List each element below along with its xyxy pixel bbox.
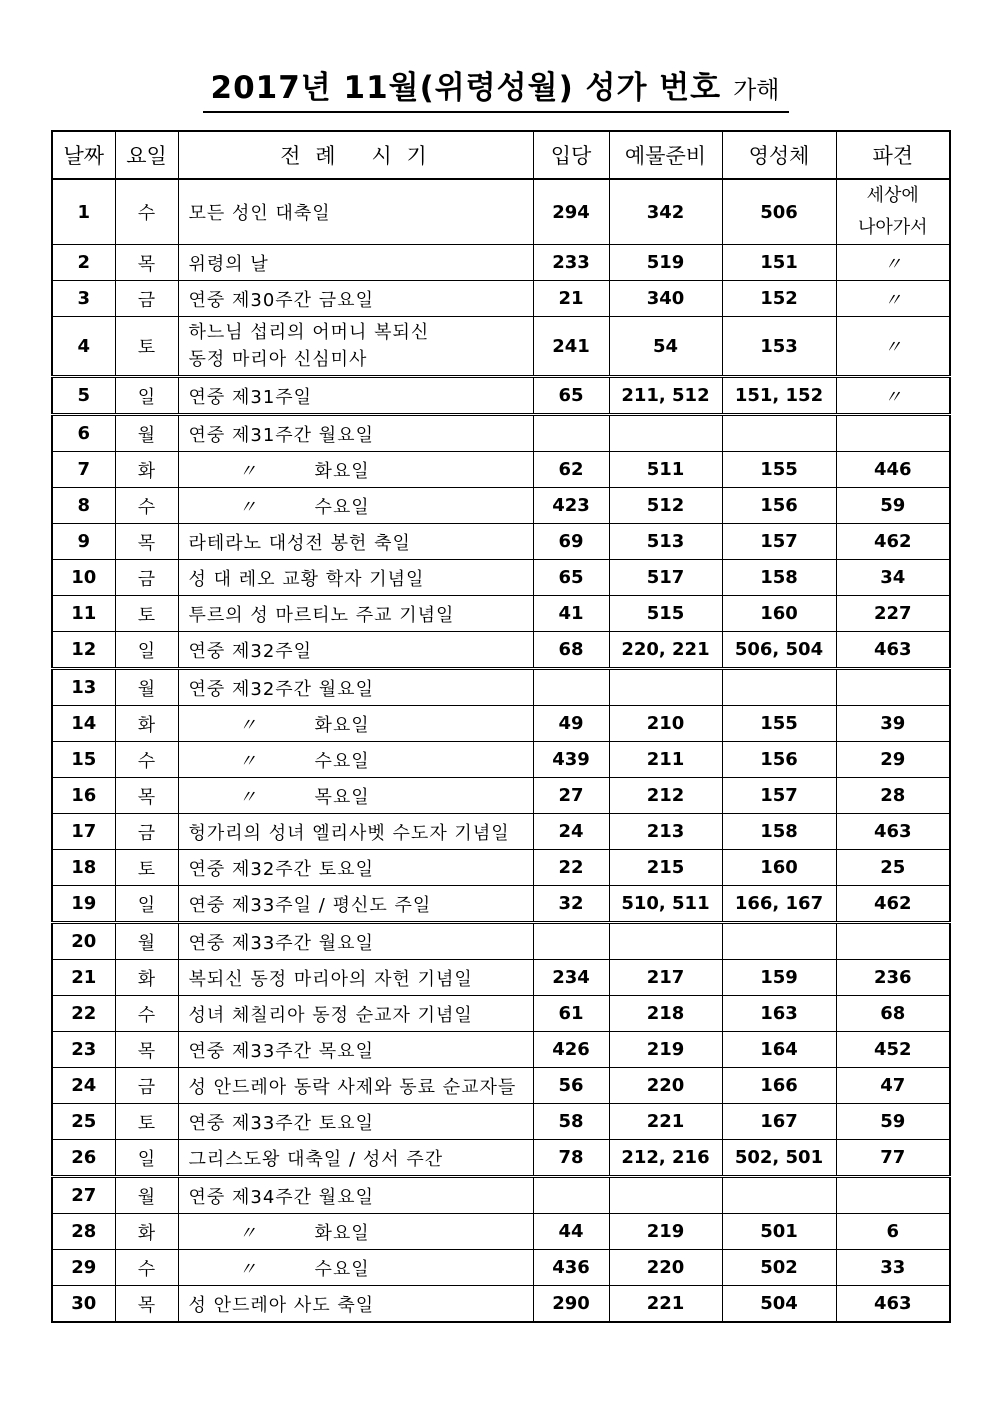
cell-offertory: 211 [609,742,722,778]
table-row [52,850,950,886]
cell-date: 4 [52,317,115,377]
cell-communion: 506 [722,179,836,245]
table-row [52,488,950,524]
cell-liturgy: 그리스도왕 대축일 / 성서 주간 [178,1140,533,1177]
cell-communion: 157 [722,778,836,814]
cell-day: 토 [115,850,178,886]
cell-entrance: 65 [533,377,609,415]
cell-entrance: 65 [533,560,609,596]
cell-date: 27 [52,1177,115,1214]
cell-entrance [533,923,609,960]
cell-communion: 167 [722,1104,836,1140]
cell-sending: 446 [836,452,950,488]
cell-liturgy: 연중 제33주일 / 평신도 주일 [178,886,533,923]
cell-date: 15 [52,742,115,778]
cell-offertory: 511 [609,452,722,488]
table-row [52,996,950,1032]
cell-communion: 159 [722,960,836,996]
cell-communion: 166, 167 [722,886,836,923]
table-row [52,1140,950,1177]
header-liturgy: 전 례 시 기 [178,131,533,179]
cell-liturgy: 성 안드레아 동락 사제와 동료 순교자들 [178,1068,533,1104]
title-container [0,62,992,113]
cell-entrance: 69 [533,524,609,560]
cell-date: 7 [52,452,115,488]
liturgy-line: 하느님 섭리의 어머니 복되신 [188,322,430,343]
cell-day: 화 [115,1214,178,1250]
cell-sending: 463 [836,814,950,850]
table-body [52,179,950,1322]
cell-liturgy: 연중 제32주간 월요일 [178,669,533,706]
cell-day: 월 [115,415,178,452]
cell-liturgy: 연중 제32주간 토요일 [178,850,533,886]
cell-communion: 502, 501 [722,1140,836,1177]
cell-sending: 452 [836,1032,950,1068]
cell-entrance: 21 [533,281,609,317]
table-row [52,560,950,596]
liturgy-line: 동정 마리아 신심미사 [188,349,368,370]
cell-offertory: 221 [609,1104,722,1140]
cell-offertory: 217 [609,960,722,996]
cell-communion: 151, 152 [722,377,836,415]
cell-sending: 47 [836,1068,950,1104]
table-row [52,524,950,560]
cell-sending [836,179,950,245]
cell-communion: 155 [722,452,836,488]
cell-offertory: 220 [609,1250,722,1286]
cell-liturgy: 연중 제33주간 토요일 [178,1104,533,1140]
liturgy-sub-label: 화요일 [314,460,370,482]
table-row [52,669,950,706]
cell-sending: 28 [836,778,950,814]
cell-entrance: 78 [533,1140,609,1177]
cell-offertory [609,669,722,706]
cell-entrance: 61 [533,996,609,1032]
cell-sending: 68 [836,996,950,1032]
liturgy-ditto-mark: 〃 [238,714,258,736]
cell-sending: 59 [836,1104,950,1140]
cell-offertory [609,415,722,452]
cell-day: 목 [115,1032,178,1068]
cell-sending: 227 [836,596,950,632]
cell-day: 수 [115,996,178,1032]
cell-sending: 236 [836,960,950,996]
cell-day: 일 [115,632,178,669]
table-row [52,706,950,742]
cell-liturgy: 성녀 체칠리아 동정 순교자 기념일 [178,996,533,1032]
cell-liturgy [178,317,533,377]
liturgy-ditto-mark: 〃 [238,1222,258,1244]
cell-offertory [609,1177,722,1214]
cell-date: 24 [52,1068,115,1104]
cell-date: 14 [52,706,115,742]
cell-sending: 59 [836,488,950,524]
cell-entrance: 22 [533,850,609,886]
cell-communion: 163 [722,996,836,1032]
cell-communion: 151 [722,245,836,281]
cell-date: 21 [52,960,115,996]
cell-day: 월 [115,1177,178,1214]
cell-offertory: 219 [609,1214,722,1250]
cell-communion: 152 [722,281,836,317]
cell-liturgy: 모든 성인 대축일 [178,179,533,245]
cell-date: 5 [52,377,115,415]
cell-communion: 160 [722,596,836,632]
table-row [52,377,950,415]
cell-offertory: 519 [609,245,722,281]
cell-communion: 156 [722,742,836,778]
cell-entrance: 32 [533,886,609,923]
cell-offertory [609,923,722,960]
table-row [52,923,950,960]
cell-sending: 77 [836,1140,950,1177]
cell-liturgy: 연중 제31주일 [178,377,533,415]
header-day: 요일 [115,131,178,179]
cell-offertory: 211, 512 [609,377,722,415]
cell-communion: 158 [722,560,836,596]
cell-communion: 166 [722,1068,836,1104]
cell-day: 목 [115,245,178,281]
cell-sending [836,415,950,452]
cell-offertory: 513 [609,524,722,560]
cell-day: 토 [115,1104,178,1140]
cell-liturgy: 위령의 날 [178,245,533,281]
cell-communion: 155 [722,706,836,742]
cell-liturgy [178,1250,533,1286]
hymn-schedule-table [51,130,951,1323]
table-row [52,1068,950,1104]
cell-day: 금 [115,814,178,850]
table-row [52,1032,950,1068]
cell-day: 수 [115,488,178,524]
cell-liturgy: 연중 제34주간 월요일 [178,1177,533,1214]
table-row [52,317,950,377]
cell-sending [836,1177,950,1214]
table-row [52,1214,950,1250]
cell-entrance: 294 [533,179,609,245]
cell-offertory: 215 [609,850,722,886]
cell-liturgy: 라테라노 대성전 봉헌 축일 [178,524,533,560]
cell-communion: 158 [722,814,836,850]
liturgy-sub-label: 수요일 [314,496,370,518]
cell-offertory: 512 [609,488,722,524]
cell-communion: 502 [722,1250,836,1286]
table-row [52,814,950,850]
cell-entrance [533,1177,609,1214]
cell-entrance: 290 [533,1286,609,1323]
cell-liturgy [178,1214,533,1250]
cell-day: 일 [115,1140,178,1177]
cell-date: 19 [52,886,115,923]
table-row [52,245,950,281]
cell-liturgy: 연중 제32주일 [178,632,533,669]
cell-day: 금 [115,281,178,317]
cell-communion [722,669,836,706]
cell-liturgy: 헝가리의 성녀 엘리사벳 수도자 기념일 [178,814,533,850]
cell-offertory: 221 [609,1286,722,1323]
cell-sending: 33 [836,1250,950,1286]
cell-day: 목 [115,524,178,560]
cell-communion: 504 [722,1286,836,1323]
cell-offertory: 213 [609,814,722,850]
cell-entrance: 241 [533,317,609,377]
cell-communion: 153 [722,317,836,377]
table-row [52,596,950,632]
cell-date: 6 [52,415,115,452]
cell-date: 2 [52,245,115,281]
cell-sending [836,669,950,706]
cell-date: 17 [52,814,115,850]
header-entrance: 입당 [533,131,609,179]
cell-sending: 462 [836,524,950,560]
cell-day: 수 [115,1250,178,1286]
cell-date: 1 [52,179,115,245]
cell-communion: 156 [722,488,836,524]
table-row [52,415,950,452]
cell-date: 30 [52,1286,115,1323]
table-row [52,179,950,245]
cell-sending: 〃 [836,245,950,281]
cell-offertory: 515 [609,596,722,632]
cell-date: 25 [52,1104,115,1140]
header-date: 날짜 [52,131,115,179]
cell-entrance: 58 [533,1104,609,1140]
cell-entrance: 62 [533,452,609,488]
cell-liturgy: 복되신 동정 마리아의 자헌 기념일 [178,960,533,996]
cell-day: 수 [115,742,178,778]
cell-date: 9 [52,524,115,560]
liturgy-sub-label: 수요일 [314,750,370,772]
liturgy-ditto-mark: 〃 [238,786,258,808]
cell-offertory: 218 [609,996,722,1032]
cell-communion: 157 [722,524,836,560]
cell-sending: 25 [836,850,950,886]
table-row [52,1104,950,1140]
cell-entrance: 68 [533,632,609,669]
table-row [52,742,950,778]
cell-day: 목 [115,1286,178,1323]
cell-date: 23 [52,1032,115,1068]
cell-day: 화 [115,960,178,996]
title-main: 2017년 11월(위령성월) 성가 번호 [210,70,722,106]
cell-entrance: 233 [533,245,609,281]
cell-sending: 6 [836,1214,950,1250]
cell-day: 일 [115,377,178,415]
cell-communion: 506, 504 [722,632,836,669]
cell-communion: 164 [722,1032,836,1068]
cell-date: 11 [52,596,115,632]
cell-offertory: 212, 216 [609,1140,722,1177]
cell-entrance [533,415,609,452]
page-title [203,62,790,113]
header-communion: 영성체 [722,131,836,179]
cell-liturgy: 연중 제30주간 금요일 [178,281,533,317]
cell-day: 토 [115,317,178,377]
cell-entrance [533,669,609,706]
cell-date: 8 [52,488,115,524]
header-row [52,131,950,179]
table-row [52,778,950,814]
cell-offertory: 510, 511 [609,886,722,923]
cell-liturgy [178,706,533,742]
cell-date: 18 [52,850,115,886]
cell-sending: 462 [836,886,950,923]
cell-date: 16 [52,778,115,814]
cell-entrance: 56 [533,1068,609,1104]
liturgy-sub-label: 목요일 [314,786,370,808]
cell-sending: 463 [836,1286,950,1323]
table-row [52,886,950,923]
cell-offertory: 342 [609,179,722,245]
cell-entrance: 24 [533,814,609,850]
cell-day: 금 [115,560,178,596]
cell-offertory: 54 [609,317,722,377]
cell-offertory: 220, 221 [609,632,722,669]
liturgy-sub-label: 화요일 [314,1222,370,1244]
cell-liturgy [178,488,533,524]
cell-day: 토 [115,596,178,632]
cell-entrance: 49 [533,706,609,742]
table-row [52,632,950,669]
cell-liturgy [178,778,533,814]
cell-entrance: 439 [533,742,609,778]
table-row [52,1177,950,1214]
cell-entrance: 426 [533,1032,609,1068]
cell-day: 월 [115,669,178,706]
cell-offertory: 220 [609,1068,722,1104]
table-row [52,1286,950,1323]
cell-day: 일 [115,886,178,923]
cell-sending: 463 [836,632,950,669]
cell-communion [722,1177,836,1214]
cell-sending: 〃 [836,317,950,377]
header-sending: 파견 [836,131,950,179]
cell-offertory: 340 [609,281,722,317]
cell-date: 12 [52,632,115,669]
cell-sending: 29 [836,742,950,778]
cell-day: 금 [115,1068,178,1104]
cell-sending [836,923,950,960]
cell-entrance: 27 [533,778,609,814]
liturgy-ditto-mark: 〃 [238,496,258,518]
cell-liturgy: 투르의 성 마르티노 주교 기념일 [178,596,533,632]
liturgy-sub-label: 수요일 [314,1258,370,1280]
cell-date: 26 [52,1140,115,1177]
liturgy-sub-label: 화요일 [314,714,370,736]
cell-day: 화 [115,452,178,488]
cell-entrance: 423 [533,488,609,524]
cell-day: 화 [115,706,178,742]
sending-line: 세상에 [866,185,919,206]
cell-liturgy: 성 대 레오 교황 학자 기념일 [178,560,533,596]
cell-date: 10 [52,560,115,596]
liturgy-ditto-mark: 〃 [238,460,258,482]
cell-entrance: 41 [533,596,609,632]
cell-sending: 〃 [836,281,950,317]
title-sub: 가해 [733,76,780,104]
cell-date: 13 [52,669,115,706]
cell-day: 목 [115,778,178,814]
cell-entrance: 436 [533,1250,609,1286]
cell-date: 22 [52,996,115,1032]
liturgy-ditto-mark: 〃 [238,750,258,772]
cell-communion [722,923,836,960]
cell-sending: 34 [836,560,950,596]
cell-day: 월 [115,923,178,960]
cell-liturgy [178,742,533,778]
cell-entrance: 44 [533,1214,609,1250]
cell-offertory: 212 [609,778,722,814]
cell-sending: 〃 [836,377,950,415]
cell-date: 3 [52,281,115,317]
cell-sending: 39 [836,706,950,742]
cell-communion: 160 [722,850,836,886]
table-row [52,452,950,488]
cell-liturgy [178,452,533,488]
cell-liturgy: 연중 제33주간 목요일 [178,1032,533,1068]
table-row [52,960,950,996]
cell-entrance: 234 [533,960,609,996]
cell-communion [722,415,836,452]
cell-date: 29 [52,1250,115,1286]
cell-offertory: 219 [609,1032,722,1068]
cell-date: 28 [52,1214,115,1250]
cell-offertory: 517 [609,560,722,596]
cell-date: 20 [52,923,115,960]
header-offertory: 예물준비 [609,131,722,179]
liturgy-ditto-mark: 〃 [238,1258,258,1280]
cell-liturgy: 성 안드레아 사도 축일 [178,1286,533,1323]
table-row [52,281,950,317]
cell-liturgy: 연중 제31주간 월요일 [178,415,533,452]
cell-communion: 501 [722,1214,836,1250]
cell-day: 수 [115,179,178,245]
cell-offertory: 210 [609,706,722,742]
sending-line: 나아가서 [857,217,928,238]
cell-liturgy: 연중 제33주간 월요일 [178,923,533,960]
table-row [52,1250,950,1286]
